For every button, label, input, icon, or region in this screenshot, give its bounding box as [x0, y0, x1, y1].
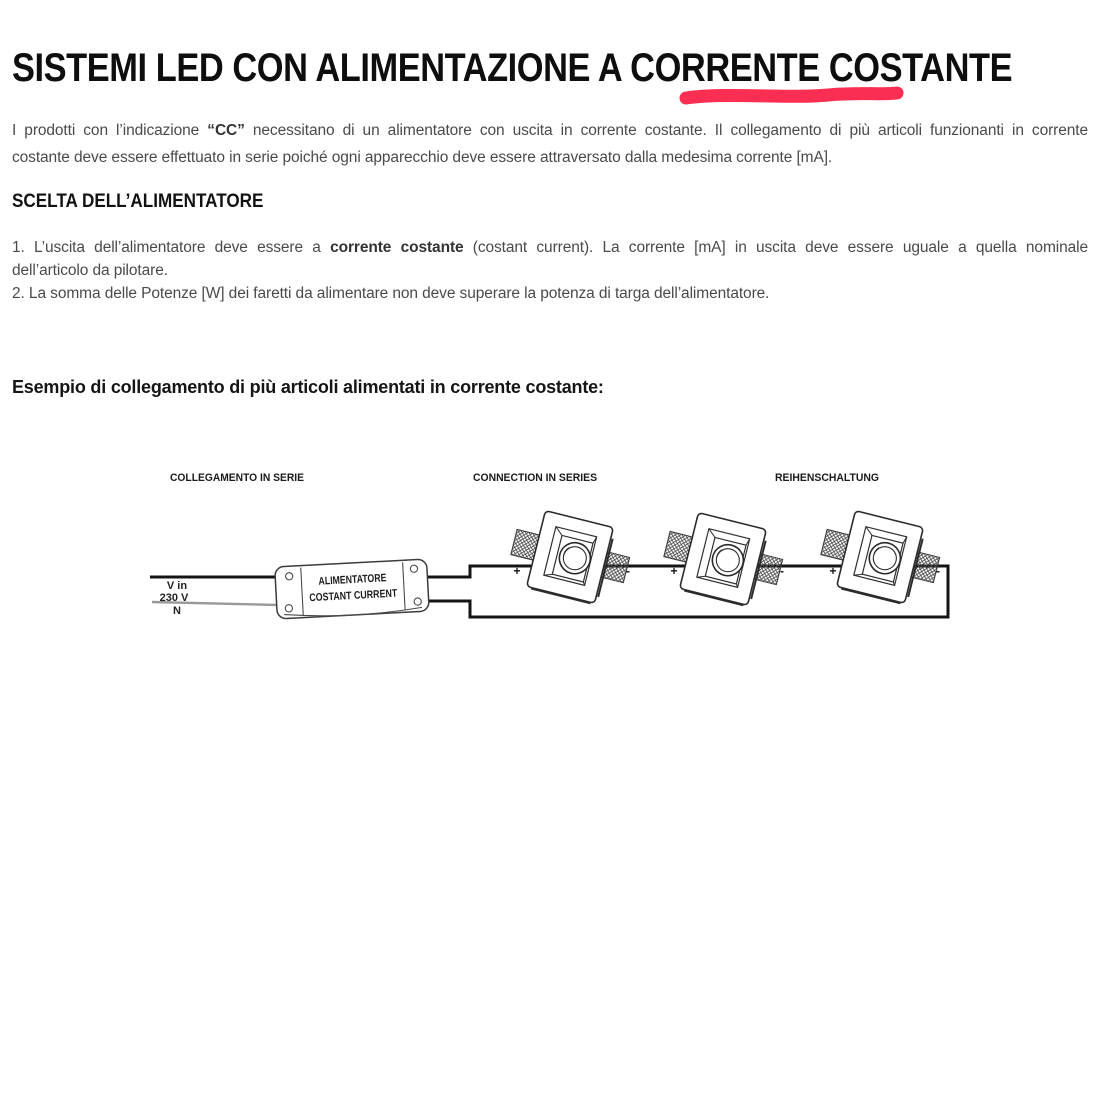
polarity-minus-2: -	[780, 564, 784, 578]
page-title	[12, 46, 1100, 90]
diagram-label-english: CONNECTION IN SERIES	[473, 472, 597, 484]
intro-line-1-post: necessitano di un alimentatore con uscita in corrente costante. Il collegamento di più articoli funzionanti in corrente	[244, 122, 1088, 139]
driver-label-line-1: ALIMENTATORE	[318, 571, 405, 588]
marker-stroke	[686, 93, 897, 98]
intro-line-1	[12, 118, 1088, 145]
intro-line-1-bold: “CC”	[207, 122, 245, 139]
spotlight-fixture-3	[814, 505, 946, 610]
polarity-plus-1: +	[513, 564, 521, 578]
input-voltage-label-2: 230 V	[159, 592, 189, 604]
rule-1-line-1	[12, 236, 1088, 259]
spotlight-fixture-2	[657, 507, 789, 612]
section-heading-text: SCELTA DELL’ALIMENTATORE	[12, 191, 264, 212]
wiring-diagram	[0, 453, 1100, 683]
rule-2: 2. La somma delle Potenze [W] dei faretti da alimentare non deve superare la potenza di targa dell’alimentatore.	[12, 285, 770, 302]
rules-list	[12, 236, 1088, 305]
rule-1-post: (costant current). La corrente [mA] in uscita deve essere uguale a quella nominale	[463, 239, 1089, 256]
section-heading-power-supply-choice	[12, 191, 291, 213]
polarity-plus-3: +	[829, 564, 837, 578]
driver-label-line-2: COSTANT CURRENT	[309, 586, 419, 605]
page-title-text: SISTEMI LED CON ALIMENTAZIONE A CORRENTE COSTANTE	[12, 46, 1013, 90]
diagram-label-german: REIHENSCHALTUNG	[775, 472, 879, 484]
intro-paragraph	[12, 118, 1088, 171]
diagram-label-italian: COLLEGAMENTO IN SERIE	[170, 472, 304, 484]
polarity-minus-3: -	[936, 564, 940, 578]
polarity-minus-1: -	[626, 564, 630, 578]
rule-1-pre: 1. L’uscita dell’alimentatore deve essere a	[12, 239, 331, 256]
intro-line-1-pre: I prodotti con l’indicazione	[12, 122, 208, 139]
intro-line-2: costante deve essere effettuato in serie poiché ogni apparecchio deve essere attraversato dalla medesima corrente [mA].	[12, 148, 833, 166]
polarity-plus-2: +	[670, 564, 678, 578]
led-driver	[275, 559, 430, 619]
spotlight-fixture-1	[504, 505, 636, 610]
rule-1-line-2: dell’articolo da pilotare.	[12, 262, 168, 279]
input-voltage-label-1: V in	[166, 580, 188, 592]
rule-1-bold: corrente costante	[330, 239, 464, 256]
input-neutral-label: N	[173, 605, 181, 617]
example-heading: Esempio di collegamento di più articoli alimentati in corrente costante:	[12, 377, 604, 397]
